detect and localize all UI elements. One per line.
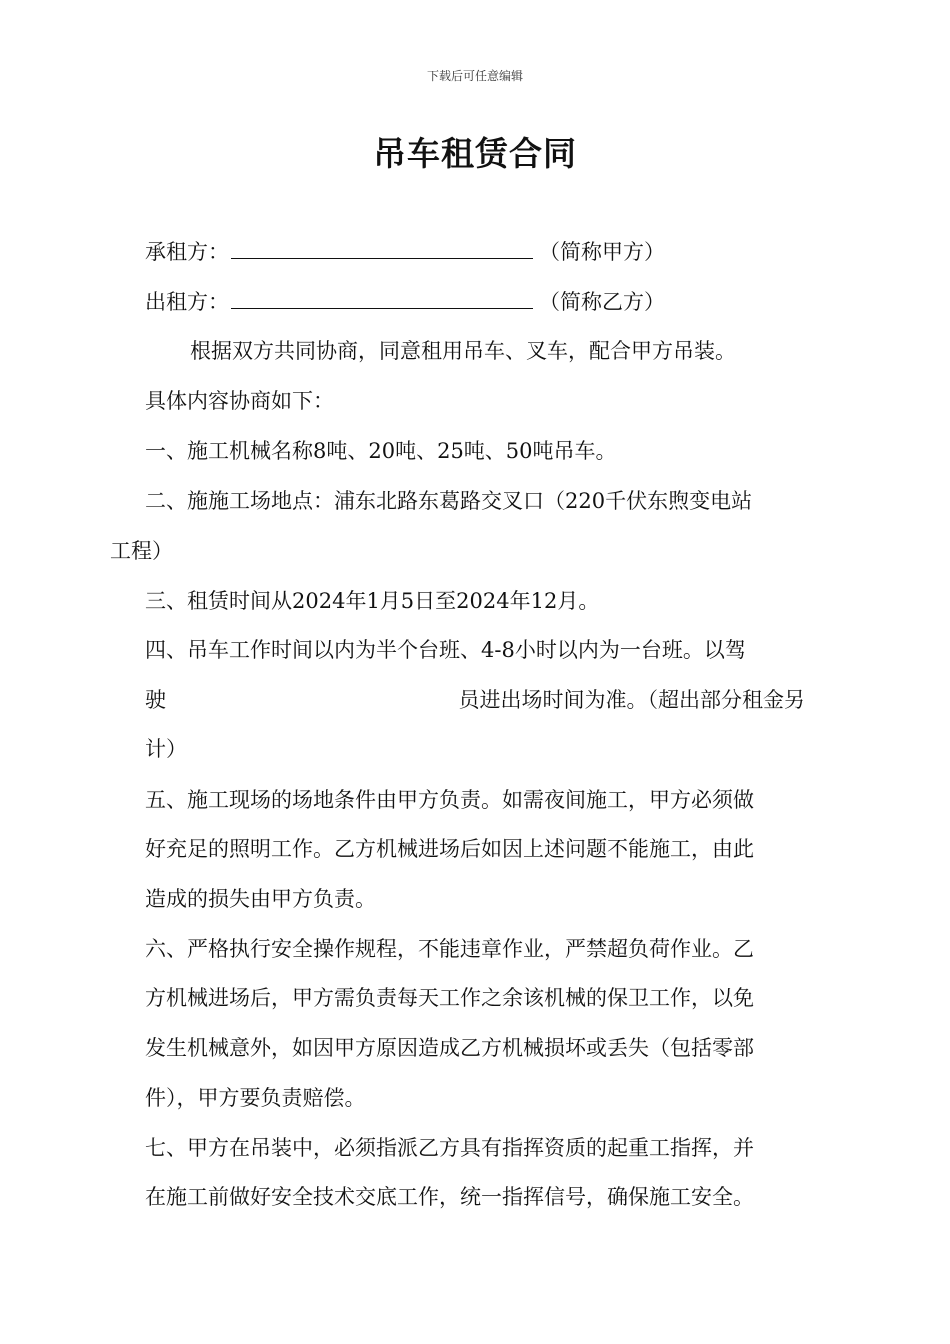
clause-4-line-2-start: 驶: [145, 688, 166, 712]
clause-6-line-2: 方机械进场后，甲方需负责每天工作之余该机械的保卫工作，以免: [145, 986, 754, 1010]
header-note: 下载后可任意编辑: [426, 69, 523, 83]
clause-6-line-3: 发生机械意外，如因甲方原因造成乙方机械损坏或丢失（包括零部: [145, 1036, 754, 1060]
document-title: 吊车租赁合同: [373, 134, 577, 173]
intro-paragraph: 根据双方共同协商，同意租用吊车、叉车，配合甲方吊装。: [190, 339, 736, 363]
lessor-suffix: （简称乙方）: [539, 290, 665, 314]
lessee-blank: [231, 236, 533, 259]
clause-4-line-3: 计）: [145, 737, 187, 761]
clause-5-line-3: 造成的损失由甲方负责。: [145, 887, 376, 911]
clause-7-line-1: 七、甲方在吊装中，必须指派乙方具有指挥资质的起重工指挥，并: [145, 1136, 754, 1160]
clause-5-line-1: 五、施工现场的场地条件由甲方负责。如需夜间施工，甲方必须做: [145, 788, 754, 812]
clause-5-line-2: 好充足的照明工作。乙方机械进场后如因上述问题不能施工，由此: [145, 837, 754, 861]
clause-6-line-1: 六、严格执行安全操作规程，不能违章作业，严禁超负荷作业。乙: [145, 937, 754, 961]
clause-3: 三、租赁时间从2024年1月5日至2024年12月。: [145, 589, 600, 613]
lessee-label: 承租方：: [145, 240, 229, 264]
clause-4-line-2: [145, 685, 805, 715]
clause-2-line-2: 工程）: [110, 539, 173, 563]
lessor-blank: [231, 286, 533, 309]
clause-4-line-2-end: 员进出场时间为准。（超出部分租金另: [458, 688, 805, 712]
lessor-line: [145, 286, 665, 317]
lessee-line: [145, 236, 665, 267]
details-heading: 具体内容协商如下：: [145, 389, 334, 413]
clause-6-line-4: 件），甲方要负责赔偿。: [145, 1086, 366, 1110]
clause-2-line-1: 二、施施工场地点：浦东北路东葛路交叉口（220千伏东煦变电站: [145, 489, 753, 513]
clause-7-line-2: 在施工前做好安全技术交底工作，统一指挥信号，确保施工安全。: [145, 1185, 754, 1209]
lessee-suffix: （简称甲方）: [539, 240, 665, 264]
clause-1: 一、施工机械名称8吨、20吨、25吨、50吨吊车。: [145, 439, 617, 463]
clause-4-line-1: 四、吊车工作时间以内为半个台班、4-8小时以内为一台班。以驾: [145, 638, 746, 662]
lessor-label: 出租方：: [145, 290, 229, 314]
